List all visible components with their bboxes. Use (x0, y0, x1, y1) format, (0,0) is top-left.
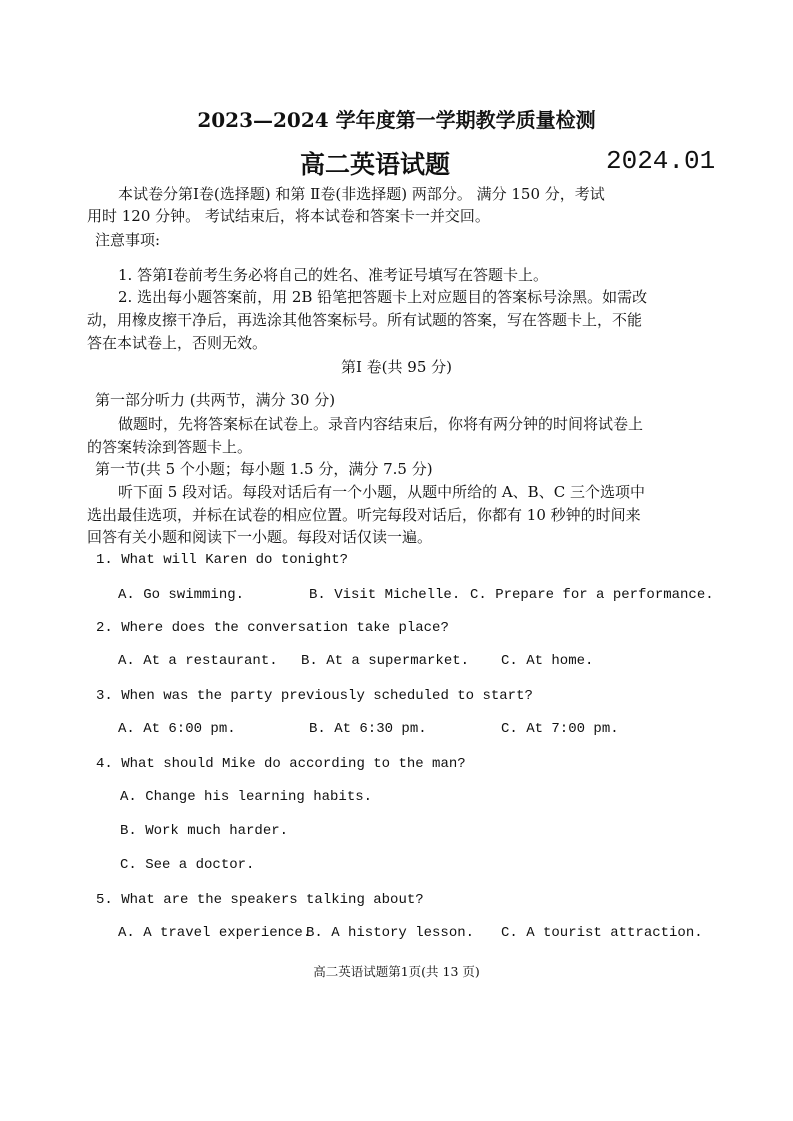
notice-heading: 注意事项: (95, 231, 161, 249)
intro-line-1: 本试卷分第Ⅰ卷(选择题) 和第 Ⅱ卷(非选择题) 两部分。 满分 150 分，考试 (118, 185, 605, 203)
question-option-a: A. Go swimming. (118, 587, 245, 603)
part1-instruction-line-2: 的答案转涂到答题卡上。 (87, 438, 253, 456)
question-option-c: C. A tourist attraction. (501, 925, 703, 941)
volume-title: 第Ⅰ 卷(共 95 分) (340, 358, 453, 376)
section1-instruction-line-2: 选出最佳选项，并标在试卷的相应位置。听完每段对话后，你都有 10 秒钟的时间来 (87, 506, 641, 524)
question-option-a: A. A travel experience. (118, 925, 312, 941)
question-stem: 4. What should Mike do according to the man? (96, 756, 466, 772)
section1-instruction-line-3: 回答有关小题和阅读下一小题。每段对话仅读一遍。 (87, 528, 433, 546)
question-option-c: C. Prepare for a performance. (470, 587, 714, 603)
exam-title: 2023—2024 学年度第一学期教学质量检测 (197, 108, 596, 132)
question-stem: 2. Where does the conversation take place? (96, 620, 449, 636)
question-option-b: B. At a supermarket. (301, 653, 470, 669)
notice-item-1: 1. 答第Ⅰ卷前考生务必将自己的姓名、准考证号填写在答题卡上。 (118, 266, 549, 284)
subject-title: 高二英语试题 (300, 150, 451, 179)
section1-instruction-line-1: 听下面 5 段对话。每段对话后有一个小题，从题中所给的 A、B、C 三个选项中 (118, 483, 645, 501)
question-option-c: C. At home. (501, 653, 594, 669)
notice-item-2-line-3: 答在本试卷上，否则无效。 (87, 334, 268, 352)
question-stem: 1. What will Karen do tonight? (96, 552, 349, 568)
exam-date: 2024.01 (606, 146, 716, 176)
question-stem: 3. When was the party previously scheduled to start? (96, 688, 533, 704)
notice-item-2-line-1: 2. 选出每小题答案前，用 2B 铅笔把答题卡上对应题目的答案标号涂黑。如需改 (118, 288, 648, 306)
question-option-b: B. A history lesson. (306, 925, 475, 941)
question-option-b: B. Work much harder. (120, 823, 289, 839)
question-option-a: A. Change his learning habits. (120, 789, 373, 805)
intro-line-2: 用时 120 分钟。 考试结束后，将本试卷和答案卡一并交回。 (87, 207, 490, 225)
question-option-b: B. At 6:30 pm. (309, 721, 427, 737)
part1-heading: 第一部分听力 (共两节，满分 30 分) (95, 391, 336, 409)
notice-item-2-line-2: 动，用橡皮擦干净后，再选涂其他答案标号。所有试题的答案，写在答题卡上，不能 (87, 311, 643, 329)
question-option-a: A. At 6:00 pm. (118, 721, 236, 737)
question-option-c: C. See a doctor. (120, 857, 255, 873)
page-footer: 高二英语试题第1页(共 13 页) (313, 964, 480, 979)
question-option-c: C. At 7:00 pm. (501, 721, 619, 737)
question-stem: 5. What are the speakers talking about? (96, 892, 424, 908)
question-option-b: B. Visit Michelle. (309, 587, 461, 603)
section1-heading: 第一节(共 5 个小题；每小题 1.5 分，满分 7.5 分) (95, 460, 433, 478)
question-option-a: A. At a restaurant. (118, 653, 278, 669)
part1-instruction-line-1: 做题时，先将答案标在试卷上。录音内容结束后，你将有两分钟的时间将试卷上 (118, 415, 644, 433)
